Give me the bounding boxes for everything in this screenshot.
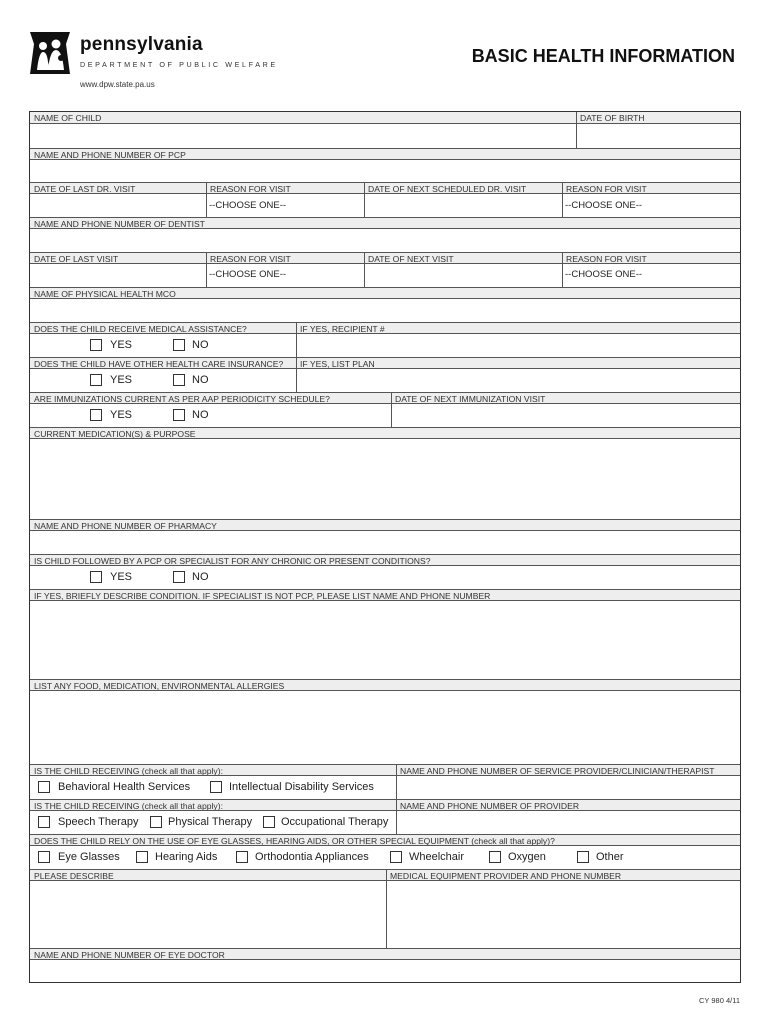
last-dr-visit-label: DATE OF LAST DR. VISIT: [30, 182, 206, 194]
medical-assistance-no-label: NO: [192, 339, 209, 351]
form-code: CY 980 4/11: [698, 996, 740, 1005]
org-name: pennsylvania: [80, 34, 203, 55]
intellectual-disability-checkbox[interactable]: [210, 781, 222, 793]
chronic-yes-label: YES: [110, 571, 133, 583]
please-describe-field[interactable]: [30, 881, 386, 949]
dental-reason-label: REASON FOR VISIT: [206, 252, 364, 264]
divider: [364, 252, 365, 287]
equipment-provider-field[interactable]: [386, 881, 740, 949]
immunizations-no-checkbox[interactable]: [173, 409, 185, 421]
divider: [364, 182, 365, 217]
chronic-condition-label: IS CHILD FOLLOWED BY A PCP OR SPECIALIST FOR ANY CHRONIC OR PRESENT CONDITIONS?: [30, 554, 740, 566]
date-of-birth-field[interactable]: [576, 124, 740, 148]
medical-assistance-yes-label: YES: [110, 339, 133, 351]
dental-reason-select[interactable]: --CHOOSE ONE--: [209, 269, 287, 280]
physical-therapy-label: Physical Therapy: [168, 816, 253, 828]
describe-condition-label: IF YES, BRIEFLY DESCRIBE CONDITION. IF SPECIALIST IS NOT PCP, PLEASE LIST NAME AND PHONE NUMBER: [30, 589, 740, 601]
other-insurance-no-checkbox[interactable]: [173, 374, 185, 386]
medications-field[interactable]: [30, 439, 740, 519]
other-equipment-label: Other: [596, 851, 624, 863]
other-insurance-yes-checkbox[interactable]: [90, 374, 102, 386]
dental-next-reason-label: REASON FOR VISIT: [562, 252, 740, 264]
divider: [206, 252, 207, 287]
next-immunization-label: DATE OF NEXT IMMUNIZATION VISIT: [391, 392, 740, 404]
divider: [391, 392, 392, 427]
mco-label: NAME OF PHYSICAL HEALTH MCO: [30, 287, 740, 299]
dentist-field[interactable]: [30, 229, 740, 252]
medical-assistance-label: DOES THE CHILD RECEIVE MEDICAL ASSISTANCE?: [30, 322, 296, 334]
divider: [562, 182, 563, 217]
occupational-therapy-label: Occupational Therapy: [281, 816, 389, 828]
chronic-no-checkbox[interactable]: [173, 571, 185, 583]
divider: [396, 799, 397, 834]
immunizations-yes-checkbox[interactable]: [90, 409, 102, 421]
pcp-field[interactable]: [30, 160, 740, 182]
next-dr-visit-field[interactable]: [364, 194, 562, 217]
service-provider-field[interactable]: [396, 776, 740, 799]
name-of-child-label: NAME OF CHILD: [30, 112, 576, 124]
behavioral-health-checkbox[interactable]: [38, 781, 50, 793]
orthodontia-label: Orthodontia Appliances: [255, 851, 369, 863]
please-describe-label: PLEASE DESCRIBE: [30, 869, 386, 881]
last-visit-label: DATE OF LAST VISIT: [30, 252, 206, 264]
website-link[interactable]: www.dpw.state.pa.us: [80, 80, 155, 89]
allergies-field[interactable]: [30, 691, 740, 764]
pharmacy-label: NAME AND PHONE NUMBER OF PHARMACY: [30, 519, 740, 531]
other-insurance-label: DOES THE CHILD HAVE OTHER HEALTH CARE INSURANCE?: [30, 357, 296, 369]
receiving-services-label: IS THE CHILD RECEIVING (check all that apply):: [30, 764, 396, 776]
medications-label: CURRENT MEDICATION(S) & PURPOSE: [30, 427, 740, 439]
pcp-label: NAME AND PHONE NUMBER OF PCP: [30, 148, 740, 160]
chronic-no-label: NO: [192, 571, 209, 583]
eye-glasses-checkbox[interactable]: [38, 851, 50, 863]
other-insurance-no-label: NO: [192, 374, 209, 386]
next-immunization-field[interactable]: [391, 404, 740, 427]
other-insurance-yes-label: YES: [110, 374, 133, 386]
next-visit-field[interactable]: [364, 264, 562, 287]
divider: [206, 182, 207, 217]
medical-assistance-no-checkbox[interactable]: [173, 339, 185, 351]
allergies-label: LIST ANY FOOD, MEDICATION, ENVIRONMENTAL ALLERGIES: [30, 679, 740, 691]
oxygen-label: Oxygen: [508, 851, 546, 863]
divider: [396, 764, 397, 799]
name-of-child-field[interactable]: [30, 124, 576, 148]
chronic-yes-checkbox[interactable]: [90, 571, 102, 583]
occupational-therapy-checkbox[interactable]: [263, 816, 275, 828]
pharmacy-field[interactable]: [30, 531, 740, 554]
pennsylvania-keystone-logo-icon: [28, 30, 72, 76]
dental-next-reason-select[interactable]: --CHOOSE ONE--: [565, 269, 643, 280]
provider-field[interactable]: [396, 811, 740, 834]
immunizations-no-label: NO: [192, 409, 209, 421]
provider-label: NAME AND PHONE NUMBER OF PROVIDER: [396, 799, 740, 811]
dentist-label: NAME AND PHONE NUMBER OF DENTIST: [30, 217, 740, 229]
next-visit-label: DATE OF NEXT VISIT: [364, 252, 562, 264]
receiving-therapies-label: IS THE CHILD RECEIVING (check all that apply):: [30, 799, 396, 811]
equipment-provider-label: MEDICAL EQUIPMENT PROVIDER AND PHONE NUMBER: [386, 869, 740, 881]
page-header: [0, 0, 770, 110]
other-equipment-checkbox[interactable]: [577, 851, 589, 863]
divider: [562, 252, 563, 287]
speech-therapy-checkbox[interactable]: [38, 816, 50, 828]
oxygen-checkbox[interactable]: [489, 851, 501, 863]
describe-condition-field[interactable]: [30, 601, 740, 679]
physical-therapy-checkbox[interactable]: [150, 816, 162, 828]
eye-doctor-field[interactable]: [29, 957, 741, 983]
immunizations-yes-label: YES: [110, 409, 133, 421]
speech-therapy-label: Speech Therapy: [58, 816, 139, 828]
hearing-aids-label: Hearing Aids: [155, 851, 218, 863]
special-equipment-label: DOES THE CHILD RELY ON THE USE OF EYE GLASSES, HEARING AIDS, OR OTHER SPECIAL EQUIPMENT (check all that apply)?: [30, 834, 740, 846]
divider: [576, 112, 577, 148]
reason-for-next-visit-label: REASON FOR VISIT: [562, 182, 740, 194]
hearing-aids-checkbox[interactable]: [136, 851, 148, 863]
health-form: [29, 111, 741, 960]
reason-for-next-visit-select[interactable]: --CHOOSE ONE--: [565, 200, 643, 211]
reason-for-visit-label: REASON FOR VISIT: [206, 182, 364, 194]
last-visit-field[interactable]: [30, 264, 206, 287]
immunizations-label: ARE IMMUNIZATIONS CURRENT AS PER AAP PERIODICITY SCHEDULE?: [30, 392, 391, 404]
next-dr-visit-label: DATE OF NEXT SCHEDULED DR. VISIT: [364, 182, 562, 194]
department-name: DEPARTMENT OF PUBLIC WELFARE: [80, 60, 278, 69]
recipient-number-field[interactable]: [296, 334, 740, 357]
divider: [386, 869, 387, 949]
last-dr-visit-field[interactable]: [30, 194, 206, 217]
list-plan-label: IF YES, LIST PLAN: [296, 357, 740, 369]
date-of-birth-label: DATE OF BIRTH: [576, 112, 740, 124]
service-provider-label: NAME AND PHONE NUMBER OF SERVICE PROVIDER/CLINICIAN/THERAPIST: [396, 764, 740, 776]
recipient-number-label: IF YES, RECIPIENT #: [296, 322, 740, 334]
wheelchair-checkbox[interactable]: [390, 851, 402, 863]
behavioral-health-label: Behavioral Health Services: [58, 781, 191, 793]
medical-assistance-yes-checkbox[interactable]: [90, 339, 102, 351]
form-title: BASIC HEALTH INFORMATION: [471, 46, 735, 66]
eye-doctor-label: NAME AND PHONE NUMBER OF EYE DOCTOR: [30, 948, 740, 960]
mco-field[interactable]: [30, 299, 740, 322]
divider: [296, 357, 297, 392]
reason-for-visit-select[interactable]: --CHOOSE ONE--: [209, 200, 287, 211]
wheelchair-label: Wheelchair: [409, 851, 465, 863]
intellectual-disability-label: Intellectual Disability Services: [229, 781, 374, 793]
eye-glasses-label: Eye Glasses: [58, 851, 120, 863]
divider: [296, 322, 297, 357]
orthodontia-checkbox[interactable]: [236, 851, 248, 863]
list-plan-field[interactable]: [296, 369, 740, 392]
